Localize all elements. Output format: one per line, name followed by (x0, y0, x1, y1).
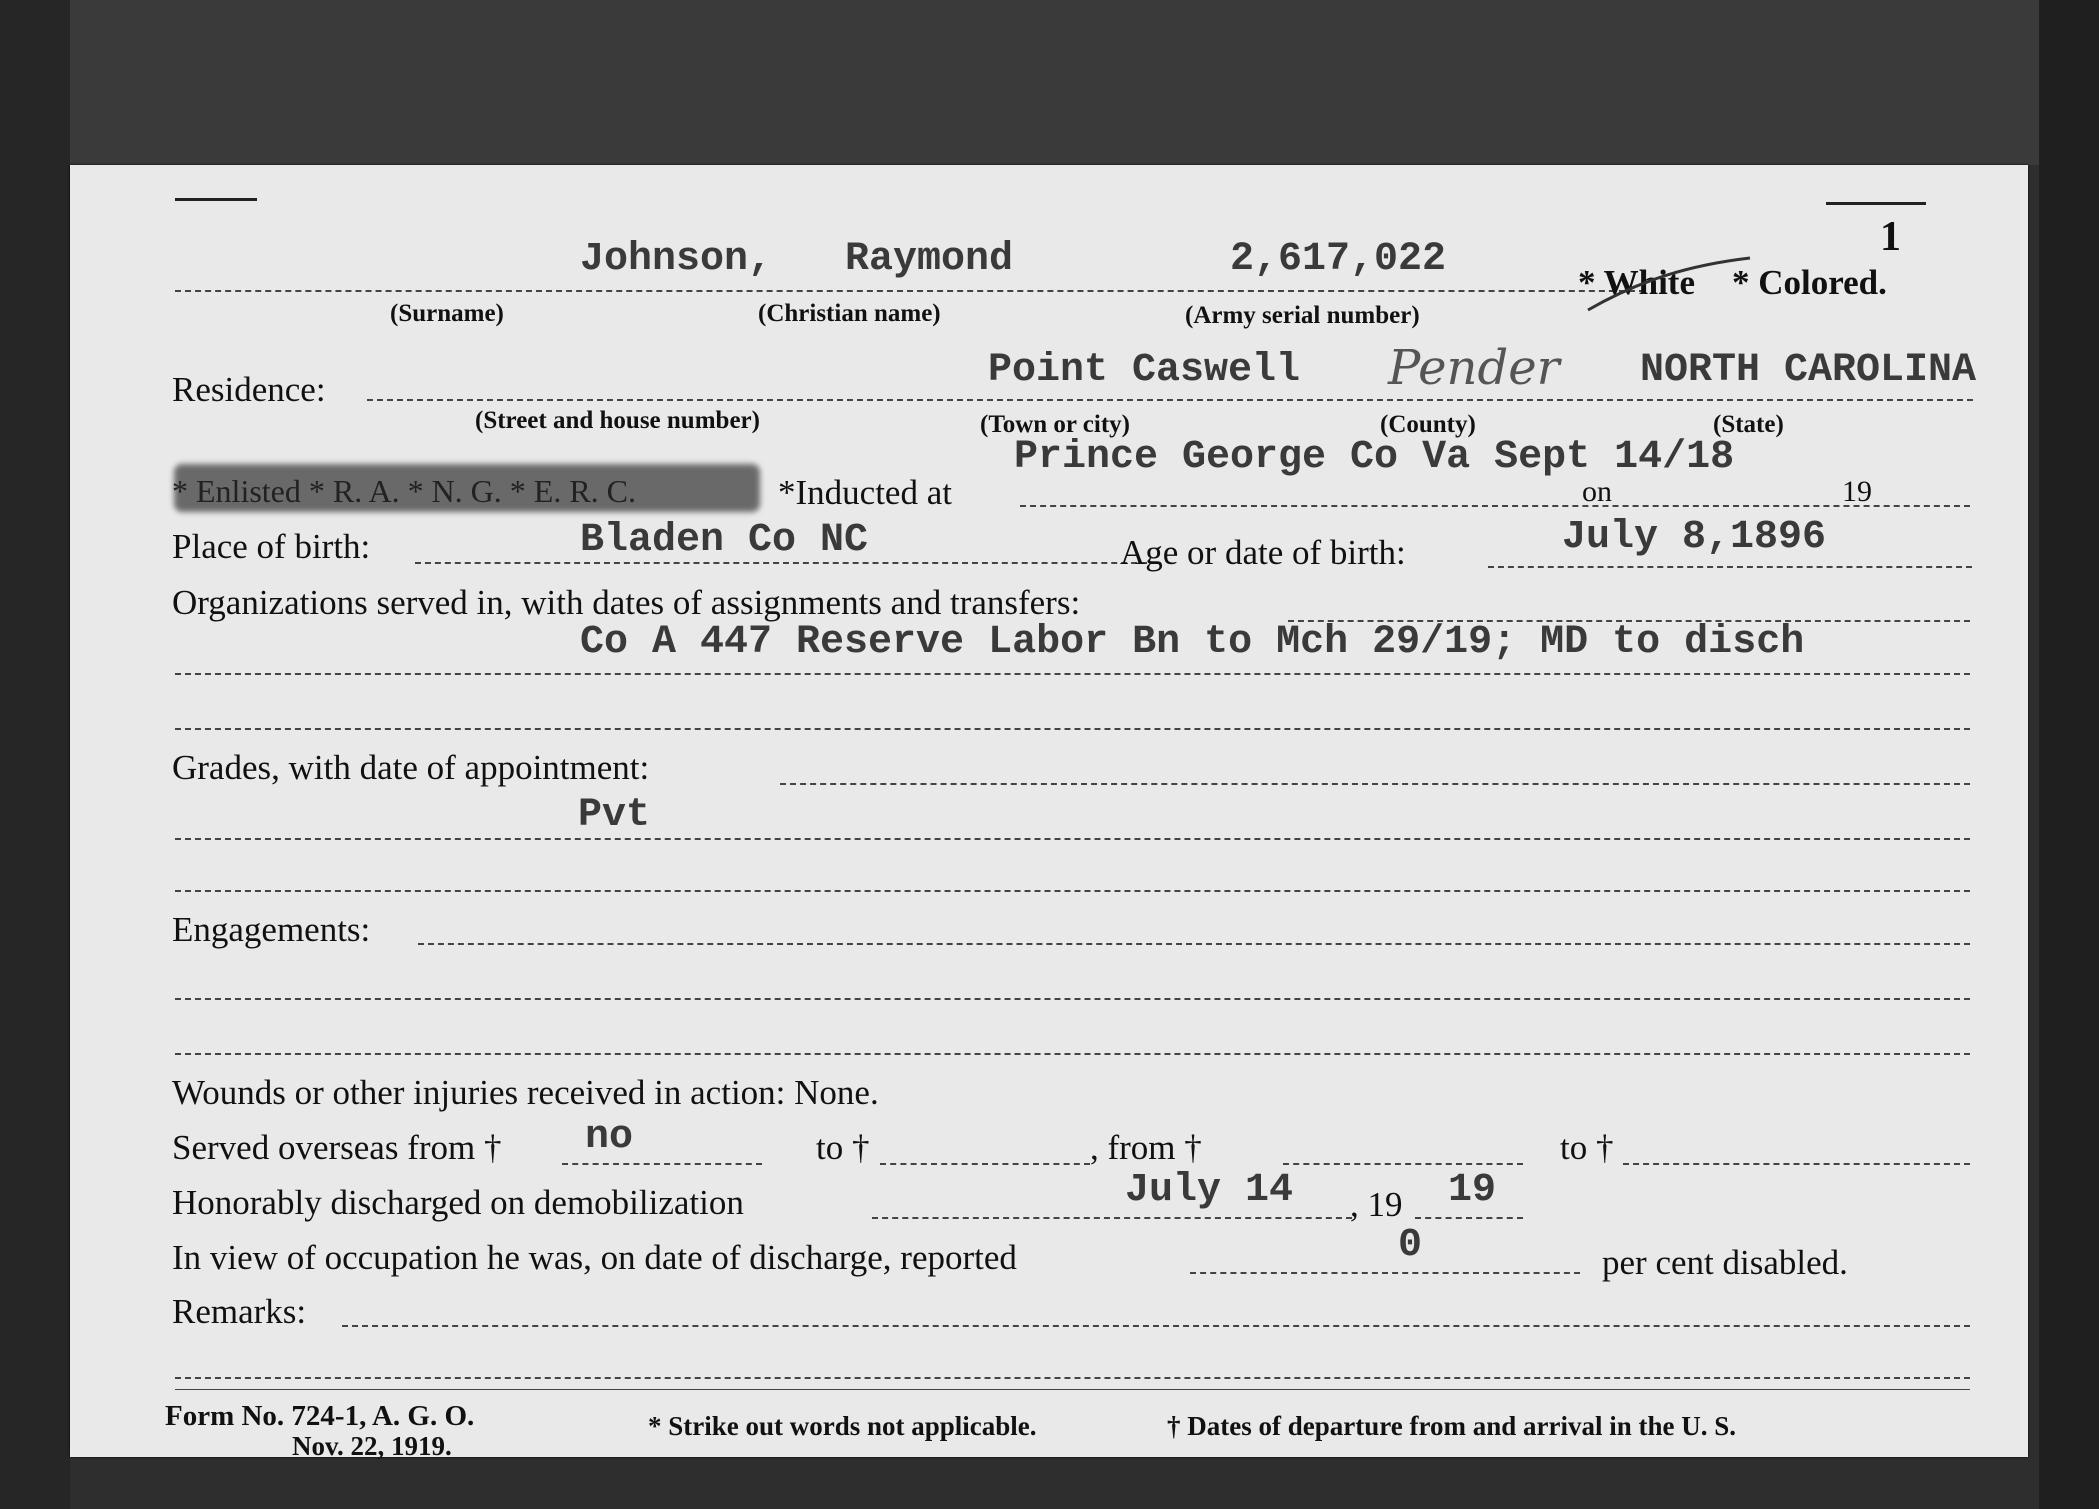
surname-caption: (Surname) (390, 300, 504, 327)
organizations-line-2 (175, 673, 1970, 675)
scanner-background-top (0, 0, 2099, 165)
inducted-line (1020, 505, 1970, 507)
top-right-rule (1826, 202, 1926, 205)
overseas-to-line-1 (880, 1163, 1090, 1165)
inducted-at-value: Prince George Co Va Sept 14/18 (1014, 435, 1735, 480)
form-number: Form No. 724-1, A. G. O. (165, 1400, 475, 1432)
remarks-line-1 (342, 1325, 1970, 1327)
christian-name-caption: (Christian name) (758, 300, 941, 327)
christian-name-value: Raymond (845, 237, 1014, 282)
engagements-label: Engagements: (172, 910, 371, 949)
engagements-line-2 (175, 998, 1970, 1000)
organizations-line-3 (175, 728, 1970, 730)
disability-value: 0 (1398, 1223, 1423, 1268)
overseas-label: Served overseas from † (172, 1128, 502, 1167)
residence-county-value: Pender (1388, 340, 1560, 396)
discharge-date-value: July 14 (1125, 1168, 1294, 1213)
strike-note: * Strike out words not applicable. (648, 1411, 1037, 1441)
overseas-to-label-1: to † (816, 1128, 870, 1167)
serial-number-caption: (Army serial number) (1185, 302, 1420, 329)
overseas-to-label-2: to † (1560, 1128, 1614, 1167)
discharge-year-prefix: , 19 (1350, 1185, 1403, 1224)
organizations-label: Organizations served in, with dates of assignments and transfers: (172, 583, 1081, 622)
age-line (1488, 566, 1972, 568)
disability-suffix: per cent disabled. (1602, 1243, 1848, 1282)
inducted-at-label: *Inducted at (778, 473, 952, 512)
grades-value: Pvt (578, 793, 651, 838)
age-value: July 8,1896 (1562, 515, 1827, 560)
year-label: 19 (1842, 475, 1872, 508)
residence-line (367, 399, 1973, 401)
place-of-birth-value: Bladen Co NC (580, 518, 869, 563)
grades-label: Grades, with date of appointment: (172, 748, 650, 787)
overseas-from-line-2 (1283, 1163, 1523, 1165)
overseas-from-value: no (585, 1115, 634, 1160)
street-caption: (Street and house number) (475, 407, 760, 434)
race-white-label: * White (1578, 263, 1695, 302)
on-label: on (1582, 475, 1612, 508)
service-record-card (70, 165, 2028, 1461)
grades-line-2 (175, 838, 1970, 840)
town-caption: (Town or city) (980, 411, 1130, 438)
remarks-line-3 (175, 1389, 1970, 1390)
overseas-from-label-2: , from † (1090, 1128, 1202, 1167)
organizations-value: Co A 447 Reserve Labor Bn to Mch 29/19; MD to disch (580, 620, 1805, 665)
remarks-line-2 (175, 1377, 1970, 1379)
enlisted-label: * Enlisted * R. A. * N. G. * E. R. C. (172, 473, 637, 509)
top-left-rule (175, 198, 257, 201)
discharge-label: Honorably discharged on demobilization (172, 1183, 744, 1222)
overseas-to-line-2 (1623, 1163, 1970, 1165)
disability-label: In view of occupation he was, on date of discharge, reported (172, 1238, 1017, 1277)
surname-value: Johnson, (580, 237, 773, 282)
engagements-line-3 (175, 1053, 1970, 1055)
form-date: Nov. 22, 1919. (292, 1431, 452, 1461)
discharge-date-line (872, 1217, 1352, 1219)
header-line (175, 290, 1645, 292)
discharge-year-value: 19 (1448, 1168, 1497, 1213)
age-label: Age or date of birth: (1120, 533, 1406, 572)
overseas-from-line (562, 1163, 762, 1165)
discharge-year-line (1415, 1217, 1523, 1219)
state-caption: (State) (1713, 411, 1784, 438)
residence-town-value: Point Caswell (988, 348, 1301, 393)
residence-state-value: NORTH CAROLINA (1640, 348, 1977, 393)
engagements-line-1 (418, 943, 1970, 945)
dates-note: † Dates of departure from and arrival in the U. S. (1167, 1411, 1736, 1441)
disability-line (1190, 1272, 1580, 1274)
card-number: 1 (1880, 214, 1901, 260)
grades-line-1 (780, 783, 1970, 785)
place-of-birth-label: Place of birth: (172, 527, 371, 566)
scanner-background-left (0, 0, 70, 1509)
remarks-label: Remarks: (172, 1292, 307, 1331)
residence-label: Residence: (172, 370, 326, 409)
scanner-background-right (2039, 0, 2099, 1509)
county-caption: (County) (1380, 411, 1476, 438)
race-colored-label: * Colored. (1732, 263, 1887, 302)
grades-line-3 (175, 890, 1970, 892)
wounds-label: Wounds or other injuries received in action: None. (172, 1073, 879, 1112)
serial-number-value: 2,617,022 (1230, 237, 1447, 282)
